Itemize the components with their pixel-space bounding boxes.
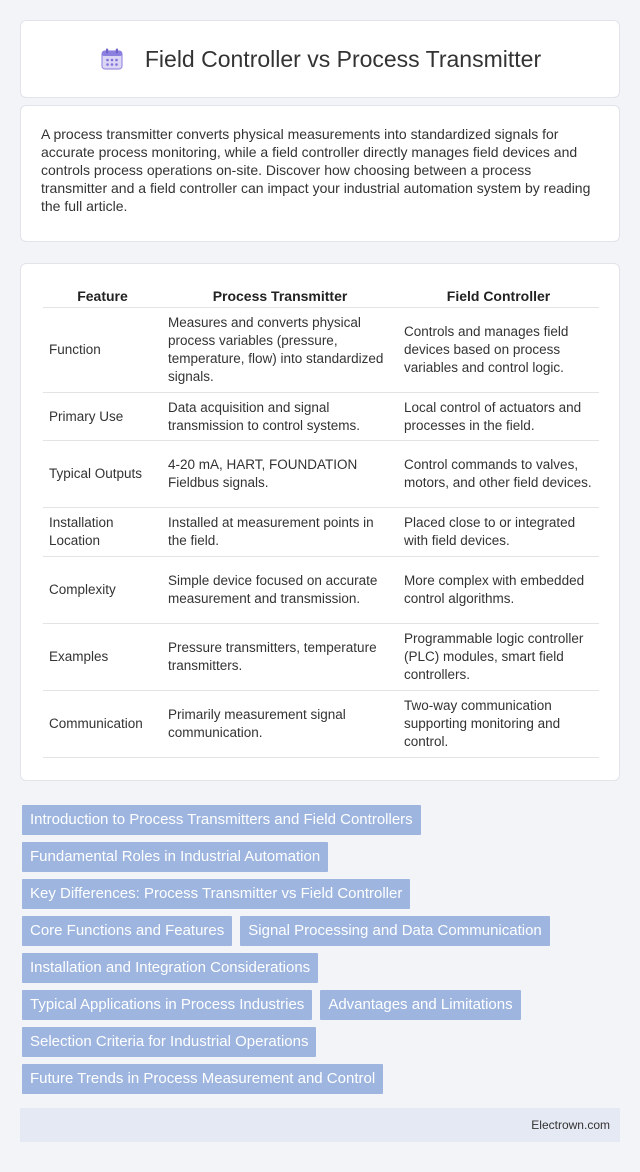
topic-tags	[22, 805, 602, 1101]
feature-cell: Primary Use	[43, 393, 162, 441]
topic-tag[interactable]: Fundamental Roles in Industrial Automation	[22, 842, 328, 872]
topic-tag[interactable]: Selection Criteria for Industrial Operations	[22, 1027, 316, 1057]
calendar-icon	[99, 46, 125, 72]
controller-cell: Two-way communication supporting monitoring and control.	[398, 691, 599, 758]
topic-tag[interactable]: Key Differences: Process Transmitter vs Field Controller	[22, 879, 410, 909]
intro-text: A process transmitter converts physical measurements into standardized signals for accurate process monitoring, while a field controller directly manages field devices and controls process operations on-site. Discover how choosing between a process transmitter and a field controller can impact your industrial automation system by reading the full article.	[41, 126, 591, 214]
feature-cell: Function	[43, 308, 162, 393]
table-header-row	[43, 284, 599, 308]
transmitter-cell: Data acquisition and signal transmission to control systems.	[162, 393, 398, 441]
controller-cell: Programmable logic controller (PLC) modules, smart field controllers.	[398, 624, 599, 691]
tag-row	[22, 990, 602, 1020]
page-title: Field Controller vs Process Transmitter	[144, 45, 542, 72]
feature-cell: Installation Location	[43, 508, 162, 557]
controller-cell: Placed close to or integrated with field devices.	[398, 508, 599, 557]
intro-card	[20, 105, 620, 242]
tag-row	[22, 953, 602, 983]
controller-cell: Local control of actuators and processes in the field.	[398, 393, 599, 441]
topic-tag[interactable]: Core Functions and Features	[22, 916, 232, 946]
topic-tag[interactable]: Signal Processing and Data Communication	[240, 916, 550, 946]
feature-cell: Examples	[43, 624, 162, 691]
table-row	[43, 508, 599, 557]
table-row	[43, 441, 599, 508]
comparison-table-card	[20, 263, 620, 781]
feature-cell: Complexity	[43, 557, 162, 624]
feature-cell: Typical Outputs	[43, 441, 162, 508]
transmitter-cell: Simple device focused on accurate measurement and transmission.	[162, 557, 398, 624]
table-row	[43, 557, 599, 624]
transmitter-cell: Primarily measurement signal communication.	[162, 691, 398, 758]
topic-tag[interactable]: Advantages and Limitations	[320, 990, 520, 1020]
topic-tag[interactable]: Typical Applications in Process Industries	[22, 990, 312, 1020]
title-card	[20, 20, 620, 98]
table-row	[43, 691, 599, 758]
transmitter-cell: Pressure transmitters, temperature transmitters.	[162, 624, 398, 691]
transmitter-cell: 4-20 mA, HART, FOUNDATION Fieldbus signals.	[162, 441, 398, 508]
tag-row	[22, 842, 602, 872]
tag-row	[22, 1027, 602, 1057]
table-row	[43, 393, 599, 441]
controller-cell: Control commands to valves, motors, and other field devices.	[398, 441, 599, 508]
tag-row	[22, 1064, 602, 1094]
topic-tag[interactable]: Installation and Integration Considerations	[22, 953, 318, 983]
topic-tag[interactable]: Future Trends in Process Measurement and Control	[22, 1064, 383, 1094]
controller-cell: Controls and manages field devices based on process variables and control logic.	[398, 308, 599, 393]
table-row	[43, 624, 599, 691]
tag-row	[22, 805, 602, 835]
tag-row	[22, 879, 602, 909]
tag-row	[22, 916, 602, 946]
topic-tag[interactable]: Introduction to Process Transmitters and Field Controllers	[22, 805, 421, 835]
controller-cell: More complex with embedded control algorithms.	[398, 557, 599, 624]
footer-site-link[interactable]: Electrown.com	[531, 1118, 610, 1132]
transmitter-cell: Measures and converts physical process variables (pressure, temperature, flow) into standardized signals.	[162, 308, 398, 393]
header-feature: Feature	[43, 284, 162, 308]
table-row	[43, 308, 599, 393]
comparison-table	[43, 284, 599, 758]
feature-cell: Communication	[43, 691, 162, 758]
header-process-transmitter: Process Transmitter	[162, 284, 398, 308]
header-field-controller: Field Controller	[398, 284, 599, 308]
footer	[20, 1108, 620, 1142]
transmitter-cell: Installed at measurement points in the field.	[162, 508, 398, 557]
